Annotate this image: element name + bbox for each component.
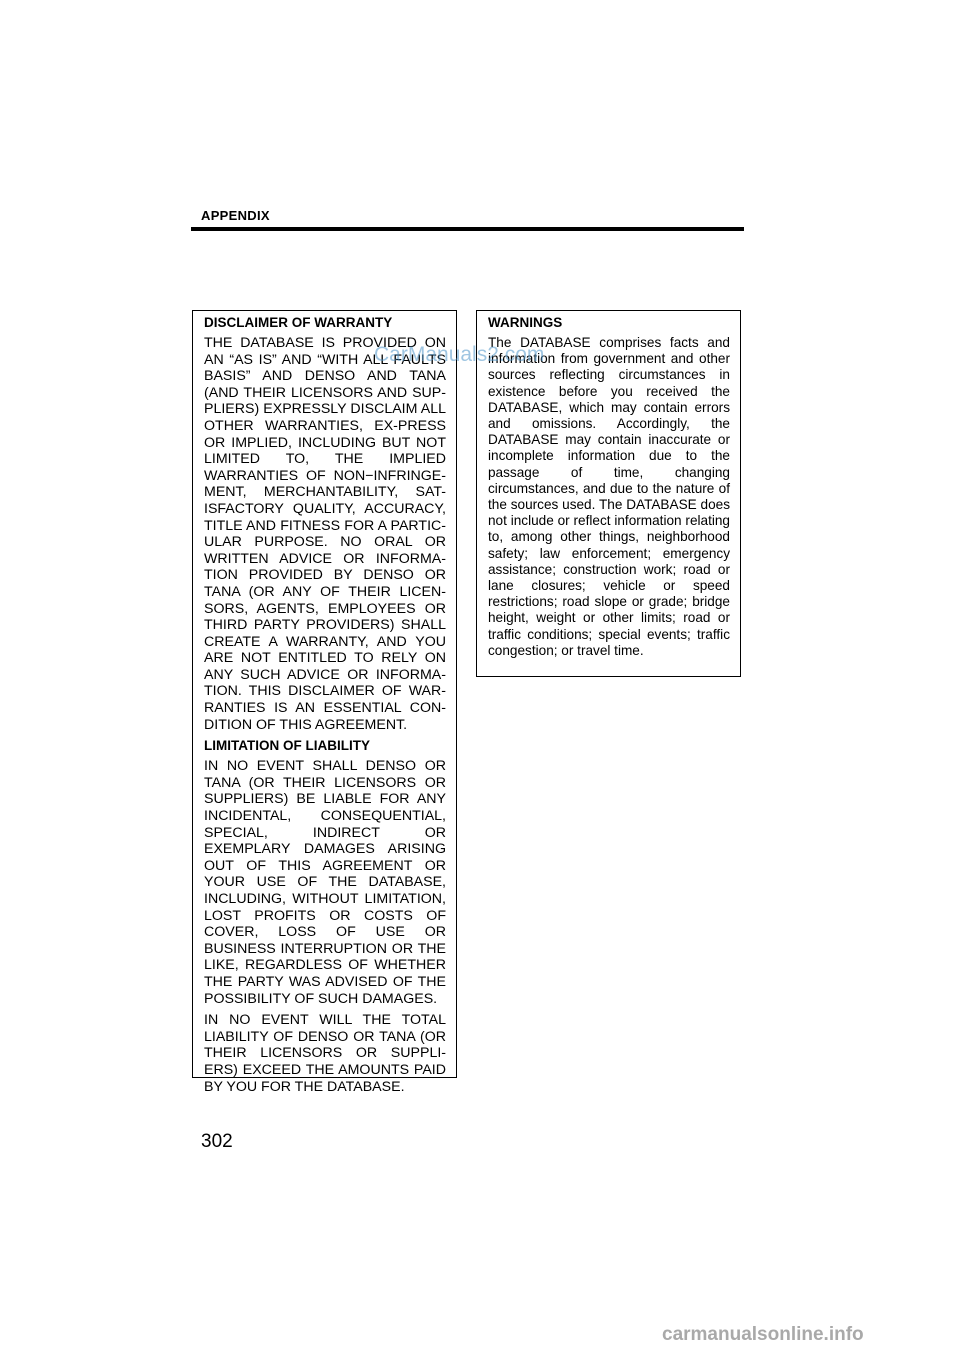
limitation-body-1: IN NO EVENT SHALL DENSO OR TANA (OR THEIR LICENSORS OR SUPPLIERS) BE LIABLE FOR ANY INCIDENTAL, CONSEQUENTIAL, SPECIAL, INDIRECT OR EXEMPLARY DAMAGES ARISING OUT OF THIS AGREEMENT OR YOUR USE OF THE DATABASE, INCLUDING, WITHOUT LIMITATION, LOST PROFITS OR COSTS OF COVER, LOSS OF USE OR BUSINESS INTERRUPTION OR THE LIKE, REGARDLESS OF WHETHER THE PARTY WAS ADVISED OF THE POSSIBILITY OF SUCH DAMAGES. <box>204 758 446 1007</box>
watermark-top: CarManuals2.com <box>374 343 545 366</box>
disclaimer-heading: DISCLAIMER OF WARRANTY <box>204 315 393 330</box>
warnings-heading: WARNINGS <box>488 315 563 330</box>
header-rule <box>191 227 744 231</box>
watermark-link[interactable]: carmanualsonline.info <box>662 1324 864 1345</box>
page-number: 302 <box>201 1131 233 1152</box>
disclaimer-body: THE DATABASE IS PROVIDED ON AN “AS IS” AND “WITH ALL FAULTS BASIS” AND DENSO AND TANA (AND THEIR LICENSORS AND SUP-PLIERS) EXPRESSLY DISCLAIM ALL OTHER WARRANTIES, EX-PRESS OR IMPLIED, INCLUDING BUT NOT LIMITED TO, THE IMPLIED WARRANTIES OF NON−INFRINGE-MENT, MERCHANTABILITY, SAT-ISFACTORY QUALITY, ACCURACY, TITLE AND FITNESS FOR A PARTIC-ULAR PURPOSE. NO ORAL OR WRITTEN ADVICE OR INFORMA-TION PROVIDED BY DENSO OR TANA (OR ANY OF THEIR LICEN-SORS, AGENTS, EMPLOYEES OR THIRD PARTY PROVIDERS) SHALL CREATE A WARRANTY, AND YOU ARE NOT ENTITLED TO RELY ON ANY SUCH ADVICE OR INFORMA-TION. THIS DISCLAIMER OF WAR-RANTIES IS AN ESSENTIAL CON-DITION OF THIS AGREEMENT. <box>204 335 446 733</box>
section-header: APPENDIX <box>201 208 270 223</box>
disclaimer-box <box>192 310 457 1095</box>
limitation-body-2: IN NO EVENT WILL THE TOTAL LIABILITY OF DENSO OR TANA (OR THEIR LICENSORS OR SUPPLI-ERS) EXCEED THE AMOUNTS PAID BY YOU FOR THE DATABASE. <box>204 1012 446 1095</box>
limitation-heading: LIMITATION OF LIABILITY <box>204 738 370 754</box>
warnings-body: The DATABASE comprises facts and information from government and other sources reflecting circumstances in existence before you received the DATABASE, which may contain errors and omissions. Accordingly, the DATABASE may contain inaccurate or incomplete information due to the passage of time, changing circumstances, and due to the nature of the sources used. The DATABASE does not include or reflect information relating to, among other things, neighborhood safety; law enforcement; emergency assistance; construction work; road or lane closures; vehicle or speed restrictions; road slope or grade; bridge height, weight or other limits; road or traffic conditions; special events; traffic congestion; or travel time. <box>488 335 730 658</box>
